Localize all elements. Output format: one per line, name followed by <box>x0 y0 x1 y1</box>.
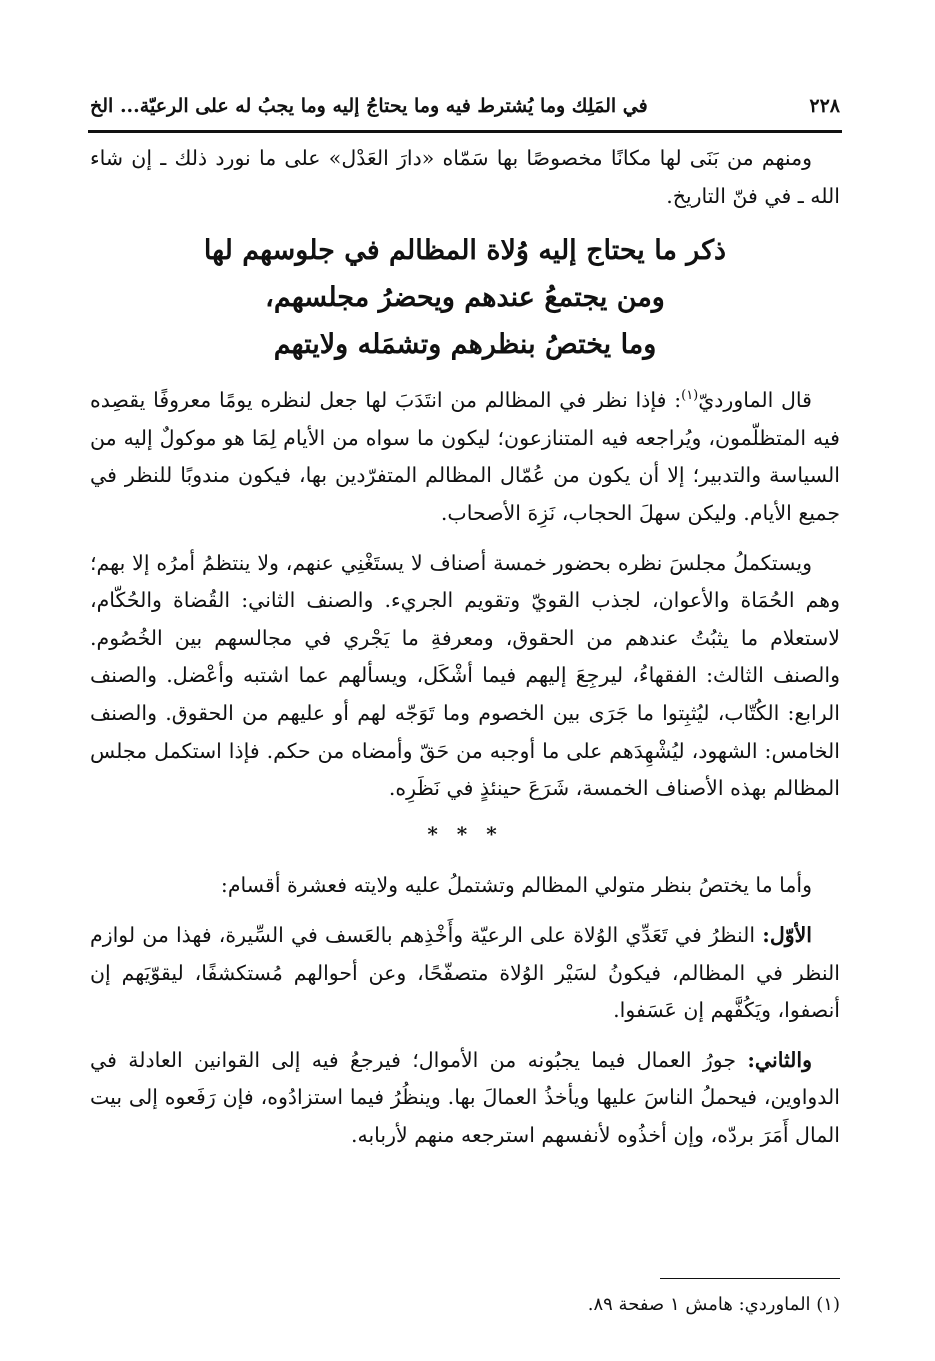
paragraph-first <box>90 917 840 1030</box>
paragraph-second <box>90 1042 840 1155</box>
main-text <box>90 140 840 1154</box>
footnote-rule <box>660 1278 840 1279</box>
second-body: جورُ العمال فيما يجبُونه من الأموال؛ فيرجعُ فيه إلى القوانين العادلة في الدواوين، فيحملُ الناسَ عليها ويأخذُ العمالَ بها. وينظُرُ فيما استزادُوه، فإن رَفَعوه إلى بيت المال أَمَرَ بردّه، وإن أخذُوه لأنفسهم استرجعه منهم لأربابه. <box>90 1047 840 1147</box>
page-number: ٢٢٨ <box>809 95 840 117</box>
paragraph-gap <box>90 1030 840 1042</box>
paragraph-gap <box>90 533 840 545</box>
heading-line-3: وما يختصُ بنظرهم وتشمَله ولايتهم <box>273 329 657 361</box>
paragraph-intro: ومنهم من بَنَى لها مكانًا مخصوصًا بها سَمّاه «دارَ العَدْل» على ما نورد ذلك ـ إن شاء الله ـ في فنّ التاريخ. <box>90 146 840 208</box>
second-lead: والثاني: <box>747 1047 812 1072</box>
paragraph-mawardi-start: قال الماورديّ <box>698 388 812 413</box>
footnote-marker[interactable]: (١) <box>681 388 699 404</box>
running-title: في المَلِك وما يُشترط فيه وما يحتاجُ إليه وما يجبُ له على الرعيّة... الخ <box>90 95 648 117</box>
paragraph-mawardi <box>90 382 840 532</box>
paragraph-mawardi-rest: : فإذا نظر في المظالم من انتَدَبَ لها جعل لنظره يومًا معروفًا يقصِده فيه المتظلّمون، ويُراجعه فيه المتنازعون؛ ليكون ما سواه من الأيام لِمَا هو موكولٌ إليه من السياسة والتدبير؛ إلا أن يكون من عُمّال المظالم المتفرّدين بها، فيكون مندوبًا للنظر في جميع الأيام. وليكن سهلَ الحجاب، نَزِهَ الأصحاب. <box>90 388 840 525</box>
first-lead: الأوّل: <box>762 922 812 947</box>
paragraph-five-classes: ويستكملُ مجلسَ نظره بحضور خمسة أصناف لا يستَغْنِي عنهم، ولا ينتظمُ أمرُه إلا بهم؛ وهم الحُمَاة والأعوان، لجذب القويّ وتقويم الجريء. والصنف الثاني: القُضاة والحُكّام، لاستعلام ما يثبُتُ عندهم من الحقوق، ومعرفةِ ما يَجْري في مجالسهم بين الخُصُوم. والصنف الثالث: الفقهاءُ، ليرجِعَ إليهم فيما أشْكَل، ويسألهم عما اشتبه وأعْضل. والصنف الرابع: الكُتّاب، ليُثبِتوا ما جَرَى بين الخصوم وما تَوَجّه لهم أو عليهم من الحقوق. والصنف الخامس: الشهود، ليُشْهِدَهم على ما أوجبه من حَقّ وأمضاه من حكم. فإذا استكمل مجلس المظالم بهذه الأصناف الخمسة، شَرَعَ حينئذٍ في نَظَرِه. <box>90 550 840 801</box>
heading-line-2: ومن يجتمعُ عندهم ويحضرُ مجلسهم، <box>265 282 665 314</box>
running-header <box>90 86 840 126</box>
section-heading <box>90 227 840 368</box>
paragraph-gap <box>90 905 840 917</box>
header-rule <box>88 130 842 133</box>
first-body: النظرُ في تَعَدِّي الوُلاة على الرعيّة وأَخْذِهم بالعَسف في السِّيرة، فهذا من لوازم النظر في المظالم، فيكونُ لسَيْر الوُلاة متصفّحًا، وعن أحوالهم مُستكشفًا، ليقوّيَهم إن أنصفوا، ويَكُفَّهم إن عَسَفوا. <box>90 922 840 1023</box>
heading-line-1: ذكر ما يحتاج إليه وُلاة المظالم في جلوسهم لها <box>203 235 727 267</box>
section-divider-stars: * * * <box>427 821 503 846</box>
footnote: (١) الماوردي: هامش ١ صفحة ٨٩. <box>587 1294 840 1315</box>
paragraph-ten-sections: وأما ما يختصُ بنظر متولي المظالم وتشتملُ عليه ولايته فعشرة أقسام: <box>220 873 812 898</box>
